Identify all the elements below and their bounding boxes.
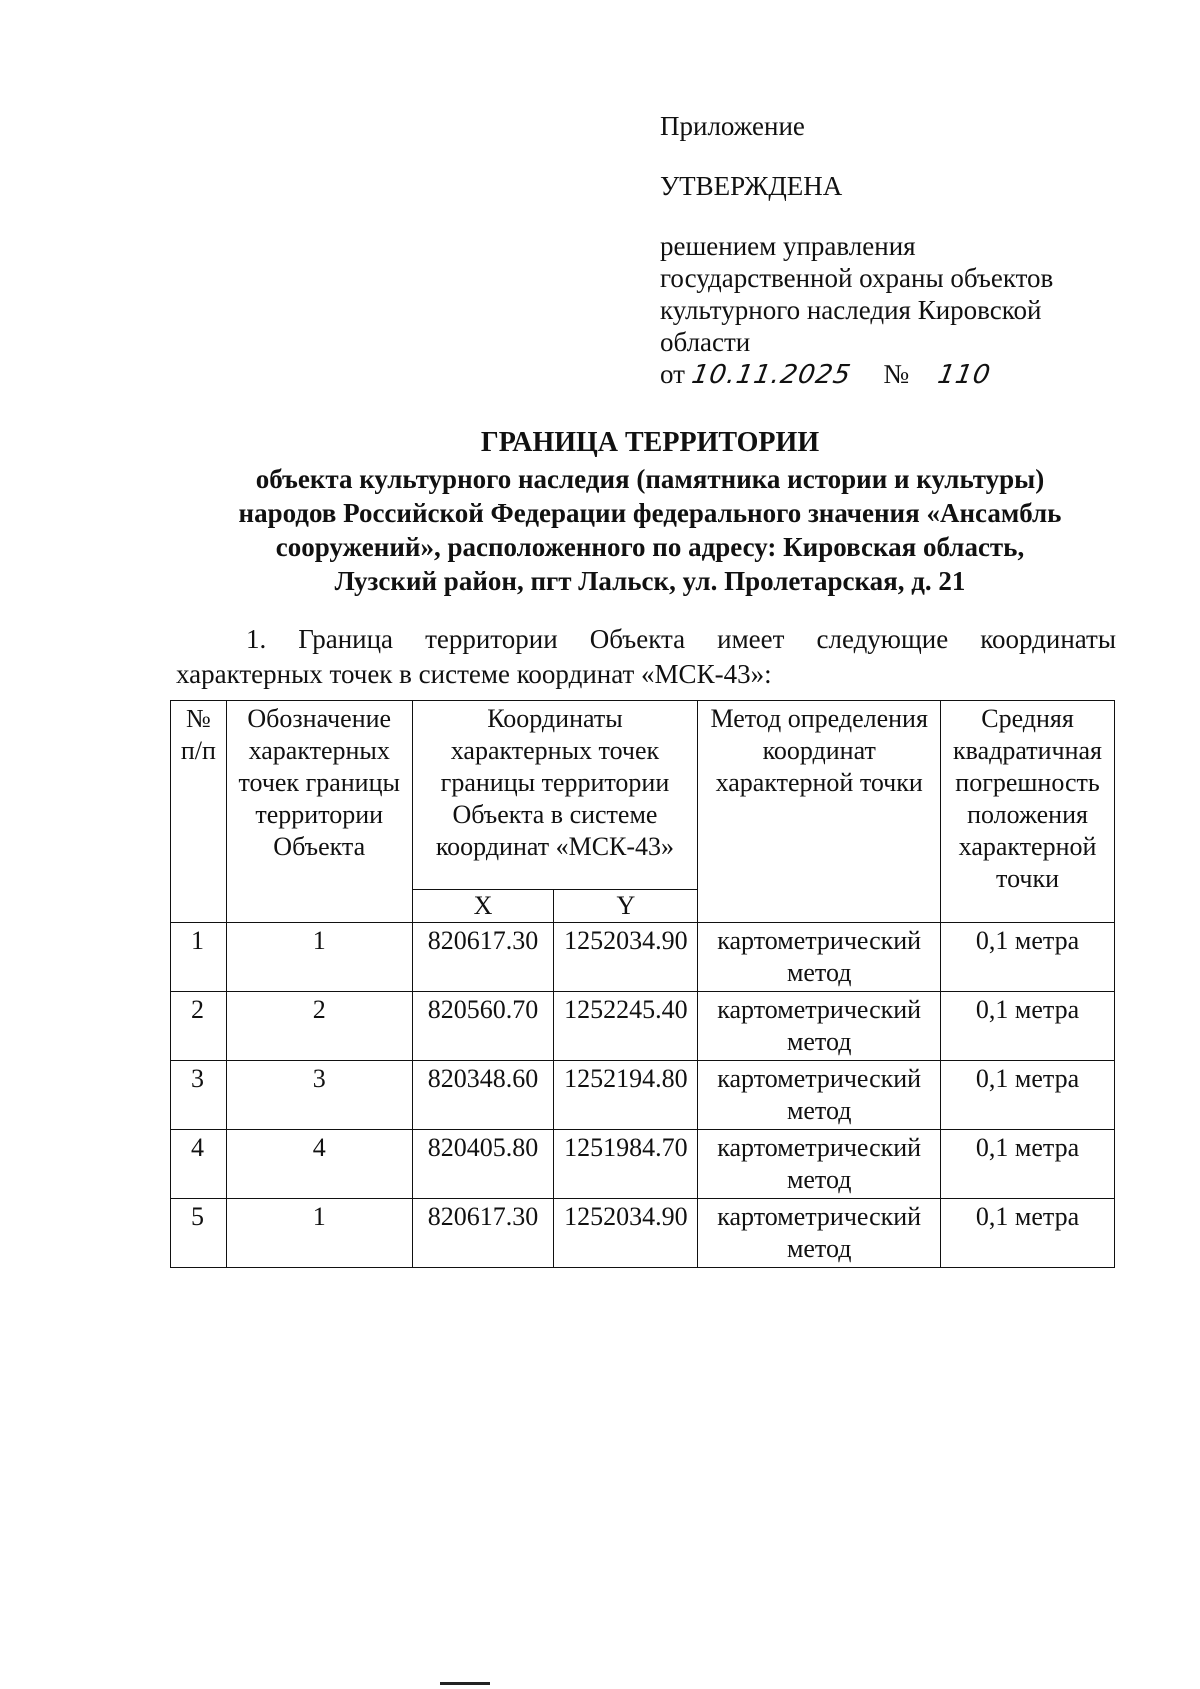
row-x: 820560.70 <box>412 992 554 1061</box>
row-num: 4 <box>171 1130 227 1199</box>
row-error: 0,1 метра <box>941 1199 1115 1268</box>
coordinates-table <box>170 700 1115 1268</box>
header-method: Метод определения координат характерной точки <box>698 701 941 923</box>
header-coordinates: Координаты характерных точек границы территории Объекта в системе координат «МСК-43» <box>412 701 698 890</box>
table-row <box>171 1199 1115 1268</box>
table-row <box>171 1130 1115 1199</box>
intro-paragraph <box>176 622 1116 692</box>
row-point: 4 <box>226 1130 412 1199</box>
row-y: 1252034.90 <box>554 923 698 992</box>
header-y: Y <box>554 890 698 923</box>
row-y: 1252245.40 <box>554 992 698 1061</box>
row-error: 0,1 метра <box>941 1061 1115 1130</box>
document-title <box>170 426 1130 598</box>
row-method: картометрический метод <box>698 1130 941 1199</box>
approval-block <box>660 110 1100 391</box>
decision-line-4: области <box>660 327 751 357</box>
row-x: 820405.80 <box>412 1130 554 1199</box>
paragraph-line-1: 1. Граница территории Объекта имеет следующие координаты <box>246 624 1116 654</box>
row-point: 2 <box>226 992 412 1061</box>
row-num: 1 <box>171 923 227 992</box>
row-error: 0,1 метра <box>941 992 1115 1061</box>
row-point: 1 <box>226 923 412 992</box>
approved-label: УТВЕРЖДЕНА <box>660 171 843 201</box>
title-line-4: Лузский район, пгт Лальск, ул. Пролетарская, д. 21 <box>334 566 966 596</box>
row-num: 2 <box>171 992 227 1061</box>
header-x: X <box>412 890 554 923</box>
title-line-2: народов Российской Федерации федерального значения «Ансамбль <box>238 498 1062 528</box>
table-row <box>171 1061 1115 1130</box>
decision-date-line <box>660 358 1100 391</box>
row-point: 3 <box>226 1061 412 1130</box>
row-y: 1252034.90 <box>554 1199 698 1268</box>
title-line-1: объекта культурного наследия (памятника истории и культуры) <box>255 464 1045 494</box>
row-num: 5 <box>171 1199 227 1268</box>
table-header-row <box>171 701 1115 890</box>
title-main: ГРАНИЦА ТЕРРИТОРИИ <box>480 427 820 458</box>
date-prefix: от <box>660 359 685 389</box>
header-designation: Обозначение характерных точек границы территории Объекта <box>226 701 412 923</box>
decision-line-3: культурного наследия Кировской <box>660 295 1042 325</box>
page-footer-mark <box>440 1682 490 1685</box>
row-x: 820617.30 <box>412 923 554 992</box>
handwritten-date: 10.11.2025 <box>689 360 854 390</box>
decision-line-2: государственной охраны объектов <box>660 263 1054 293</box>
row-num: 3 <box>171 1061 227 1130</box>
header-error: Средняя квадратичная погрешность положения характерной точки <box>941 701 1115 923</box>
row-method: картометрический метод <box>698 923 941 992</box>
table-row <box>171 992 1115 1061</box>
row-point: 1 <box>226 1199 412 1268</box>
paragraph-line-2: характерных точек в системе координат «МСК-43»: <box>176 659 772 689</box>
handwritten-number: 110 <box>935 360 994 390</box>
number-sign: № <box>883 359 910 389</box>
row-method: картометрический метод <box>698 1061 941 1130</box>
row-y: 1251984.70 <box>554 1130 698 1199</box>
appendix-label: Приложение <box>660 111 805 141</box>
row-error: 0,1 метра <box>941 1130 1115 1199</box>
table-row <box>171 923 1115 992</box>
header-num: № п/п <box>171 701 227 923</box>
row-x: 820348.60 <box>412 1061 554 1130</box>
decision-line-1: решением управления <box>660 231 916 261</box>
row-y: 1252194.80 <box>554 1061 698 1130</box>
title-line-3: сооружений», расположенного по адресу: Кировская область, <box>275 532 1025 562</box>
row-error: 0,1 метра <box>941 923 1115 992</box>
row-x: 820617.30 <box>412 1199 554 1268</box>
row-method: картометрический метод <box>698 992 941 1061</box>
row-method: картометрический метод <box>698 1199 941 1268</box>
